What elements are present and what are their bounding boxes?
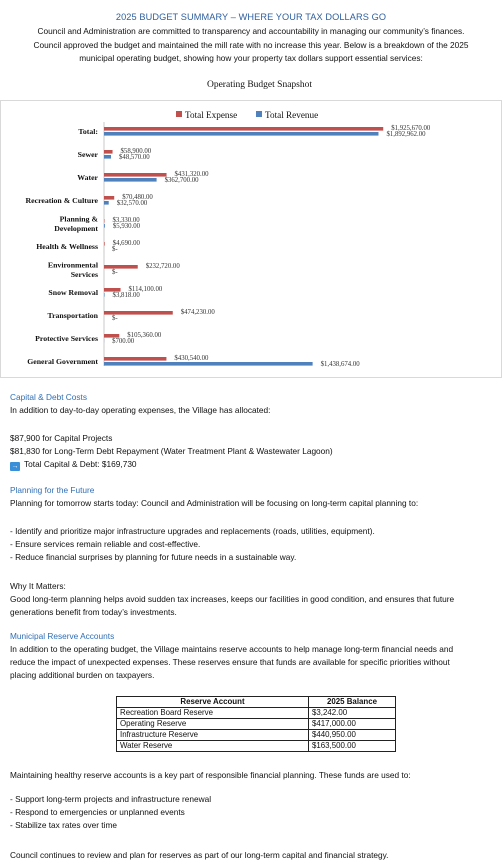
bar [104, 196, 114, 200]
legend-label: Total Revenue [265, 110, 319, 120]
capital-item: $81,830 for Long-Term Debt Repayment (Water Treatment Plant & Wastewater Lagoon) [10, 446, 333, 457]
bar [104, 357, 166, 361]
list-item: - Support long-term projects and infrastructure renewal [10, 794, 212, 804]
data-label: $70,480.00 [122, 194, 153, 201]
table-cell: Recreation Board Reserve [117, 708, 309, 719]
reserves-heading: Municipal Reserve Accounts [10, 631, 115, 641]
bar [104, 178, 157, 182]
reserves-paragraph [10, 643, 494, 683]
data-label: $431,320.00 [174, 171, 209, 178]
intro-line: Council and Administration are committed to transparency and accountability in managing our community’s finances. [37, 26, 465, 36]
table-row [117, 719, 396, 730]
data-label: $5,930.00 [112, 223, 141, 230]
bar [104, 201, 109, 205]
intro-paragraph [12, 25, 490, 66]
category-label: Recreation & Culture [25, 196, 98, 205]
legend-swatch [176, 111, 182, 117]
data-label: $- [112, 269, 118, 276]
category-label: Total: [78, 127, 98, 136]
why-line: Good long-term planning helps avoid sudden tax increases, keeps our facilities in good condition, and ensures that future [10, 594, 455, 605]
capital-total [10, 458, 494, 471]
bar [104, 173, 167, 177]
bar [104, 293, 105, 297]
data-label: $1,892,962.00 [386, 131, 426, 138]
category-label: Water [77, 173, 98, 182]
bar [104, 127, 383, 131]
table-row [117, 708, 396, 719]
category-label: Planning & [59, 214, 98, 224]
reserves-line: In addition to the operating budget, the Village maintains reserve accounts to help manage long-term financial needs and [10, 644, 454, 654]
data-label: $700.00 [112, 338, 135, 345]
bar [104, 155, 111, 159]
category-label: Transportation [47, 311, 98, 320]
capital-items [10, 432, 494, 472]
category-label: Protective Services [35, 334, 98, 343]
category-label: Services [70, 269, 98, 279]
list-item: - Identify and prioritize major infrastructure upgrades and replacements (roads, utilities, equipment). [10, 526, 375, 536]
closing-statement: Council continues to review and plan for reserves as part of our long-term capital and financial strategy. [10, 850, 389, 860]
uses-list [10, 793, 494, 833]
table-cell: $440,950.00 [309, 730, 396, 741]
data-label: $58,900.00 [120, 148, 152, 155]
table-cell: Water Reserve [117, 741, 309, 752]
data-label: $474,230.00 [180, 309, 215, 316]
bar [104, 132, 378, 136]
category-label: Health & Wellness [36, 242, 98, 251]
list-item: - Ensure services remain reliable and cost-effective. [10, 539, 201, 550]
data-label: $1,925,670.00 [391, 125, 431, 132]
table-cell: Operating Reserve [117, 719, 309, 730]
bar [104, 362, 313, 366]
reserve-table [116, 696, 396, 752]
data-label: $232,720.00 [145, 263, 180, 270]
list-item: - Respond to emergencies or unplanned events [10, 807, 185, 818]
category-label: Sewer [77, 150, 98, 159]
future-intro: Planning for tomorrow starts today: Council and Administration will be focusing on long-term capital planning to: [10, 498, 419, 508]
bar [104, 150, 113, 154]
data-label: $1,438,674.00 [320, 361, 360, 368]
table-cell: $3,242.00 [309, 708, 396, 719]
data-label: $3,818.00 [112, 292, 140, 299]
capital-item: $87,900 for Capital Projects [10, 433, 113, 443]
data-label: $3,330.00 [112, 217, 140, 224]
data-label: $48,570.00 [119, 154, 150, 161]
table-cell: Infrastructure Reserve [117, 730, 309, 741]
category-label: General Government [27, 357, 98, 366]
data-label: $114,100.00 [128, 286, 163, 293]
operating-budget-chart [0, 100, 502, 378]
category-label: Snow Removal [48, 288, 98, 297]
intro-line: municipal operating budget, showing how your property tax dollars support essential services: [79, 53, 423, 64]
data-label: $32,570.00 [116, 200, 148, 207]
data-label: $- [112, 315, 118, 322]
table-header-row [117, 697, 396, 708]
data-label: $430,540.00 [174, 355, 209, 362]
future-heading: Planning for the Future [10, 485, 95, 495]
legend-label: Total Expense [185, 110, 238, 120]
uses-intro: Maintaining healthy reserve accounts is a key part of responsible financial planning. These funds are used to: [10, 770, 411, 780]
reserves-line: placing additional burden on taxpayers. [10, 670, 155, 681]
data-label: $105,360.00 [127, 332, 162, 339]
table-cell: $417,000.00 [309, 719, 396, 730]
capital-intro: In addition to day-to-day operating expenses, the Village has allocated: [10, 405, 271, 415]
column-header: 2025 Balance [309, 697, 396, 708]
data-label: $- [112, 246, 118, 253]
legend-swatch [256, 111, 262, 117]
why-it-matters [10, 580, 494, 620]
future-bullets [10, 525, 494, 565]
bar [104, 242, 105, 246]
why-heading: Why It Matters: [10, 581, 66, 591]
list-item: - Reduce financial surprises by planning for future needs in a sustainable way. [10, 552, 297, 563]
table-cell: $163,500.00 [309, 741, 396, 752]
data-label: $4,690.00 [112, 240, 140, 247]
chart-title: Operating Budget Snapshot [206, 80, 312, 90]
capital-total-text: Total Capital & Debt: $169,730 [24, 459, 137, 470]
bar [104, 265, 138, 269]
category-label: Development [54, 223, 98, 233]
why-line: generations benefit from today’s investments. [10, 607, 177, 618]
list-item: - Stabilize tax rates over time [10, 820, 117, 831]
page-title: 2025 BUDGET SUMMARY – WHERE YOUR TAX DOLLARS GO [115, 12, 387, 22]
category-label: Environmental [47, 260, 98, 270]
capital-heading: Capital & Debt Costs [10, 392, 88, 402]
reserves-line: reduce the impact of unexpected expenses. These reserves ensure that funds are available for specific priorities without [10, 657, 450, 668]
table-row [117, 741, 396, 752]
table-row [117, 730, 396, 741]
data-label: $362,700.00 [164, 177, 199, 184]
intro-line: Council approved the budget and maintained the mill rate with no increase this year. Below is a breakdown of the 2025 [33, 39, 469, 50]
arrow-right-icon: → [11, 463, 19, 471]
column-header: Reserve Account [117, 697, 309, 708]
bar [104, 224, 105, 228]
